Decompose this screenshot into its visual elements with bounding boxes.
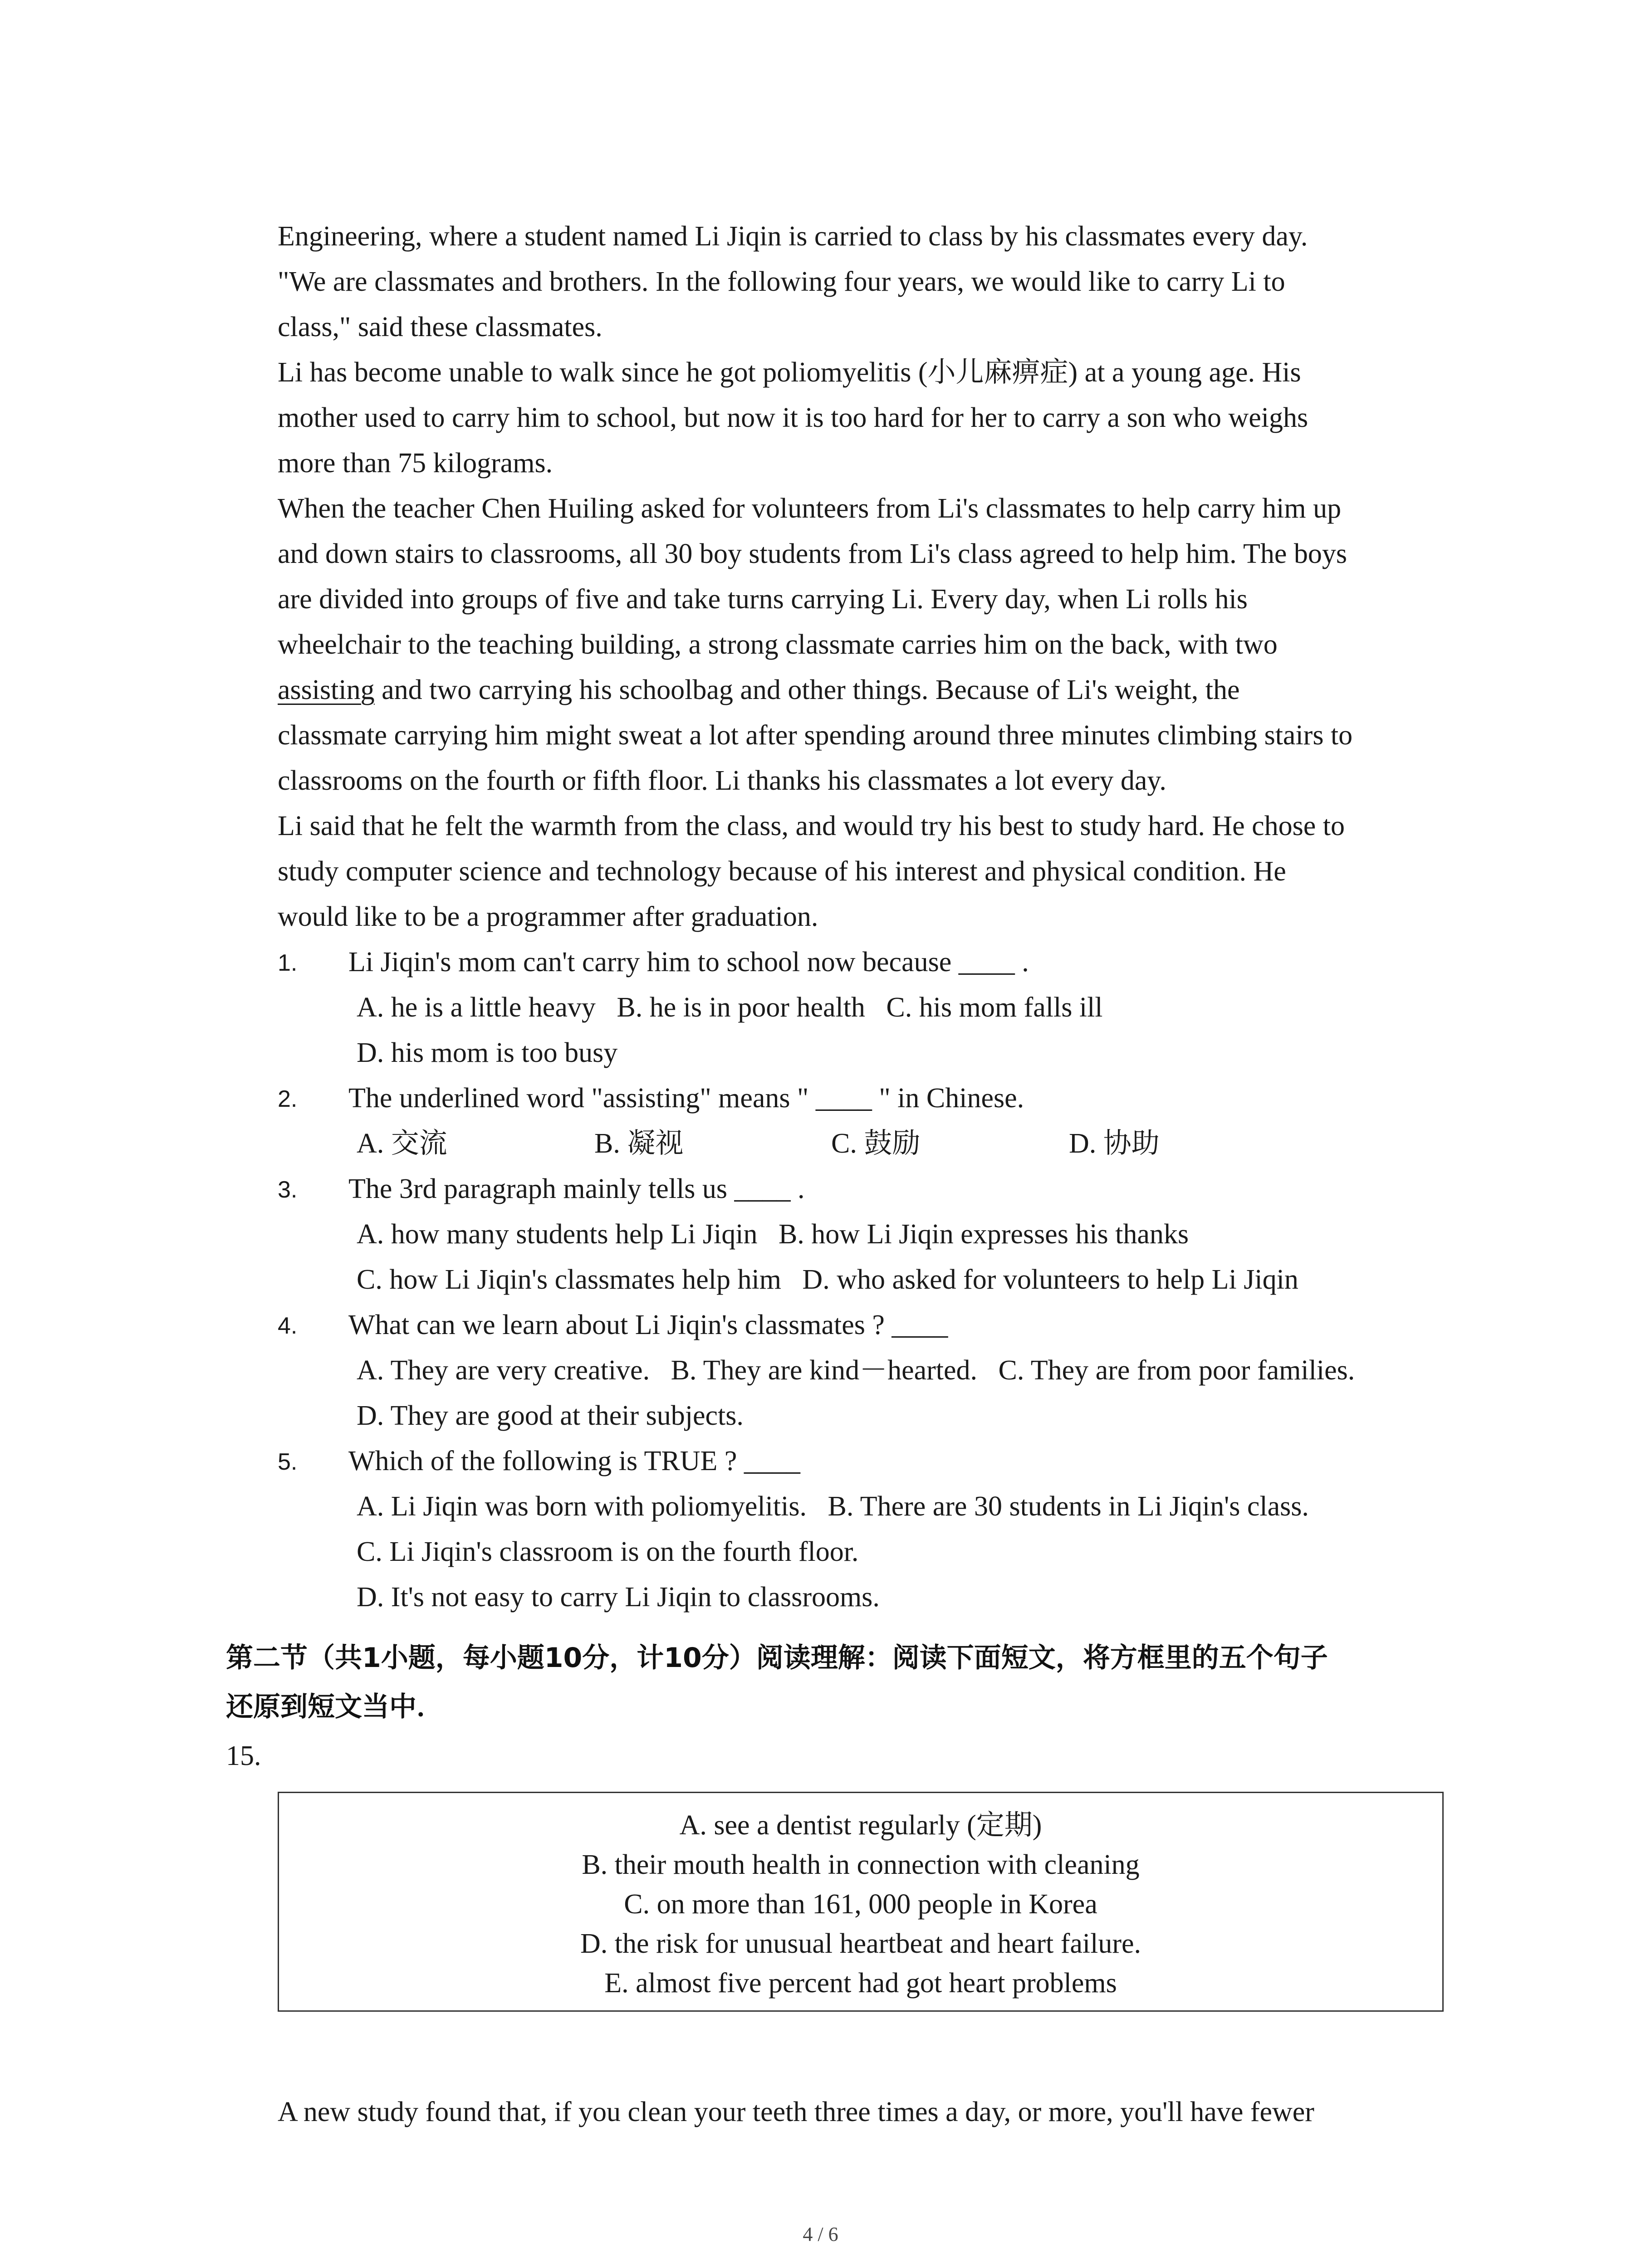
passage-line-rest: and two carrying his schoolbag and other things. Because of Li's weight, the [374, 675, 1240, 705]
passage-line: classrooms on the fourth or fifth floor. Li thanks his classmates a lot every day. [278, 765, 1166, 796]
question-stem: Which of the following is TRUE ? ____ [348, 1446, 800, 1476]
passage-line: Engineering, where a student named Li Jiqin is carried to class by his classmates every day. [278, 221, 1308, 252]
options-box [278, 1792, 1444, 2012]
passage-line: more than 75 kilograms. [278, 448, 553, 479]
question-options: D. They are good at their subjects. [357, 1400, 744, 1431]
question-options: D. his mom is too busy [357, 1037, 618, 1068]
passage-line: Li said that he felt the warmth from the class, and would try his best to study hard. He chose to [278, 811, 1345, 841]
option-b: B. 凝视 [594, 1128, 684, 1159]
question-options: A. he is a little heavy B. he is in poor health C. his mom falls ill [357, 992, 1103, 1023]
option-a: A. 交流 [357, 1128, 447, 1159]
item-number: 15. [226, 1740, 261, 1771]
passage-line: "We are classmates and brothers. In the following four years, we would like to carry Li to [278, 266, 1285, 297]
box-option: B. their mouth health in connection with cleaning [582, 1849, 1140, 1880]
passage-line: study computer science and technology because of his interest and physical condition. He [278, 856, 1286, 887]
question-number: 3. [278, 1177, 298, 1203]
question-number: 4. [278, 1313, 298, 1339]
question-stem: Li Jiqin's mom can't carry him to school now because ____ . [348, 947, 1029, 978]
question-stem: The underlined word "assisting" means " ____ " in Chinese. [348, 1083, 1024, 1114]
question-options: A. They are very creative. B. They are kind－hearted. C. They are from poor families. [357, 1355, 1355, 1386]
question-options: A. how many students help Li Jiqin B. how Li Jiqin expresses his thanks [357, 1219, 1189, 1250]
passage-line: are divided into groups of five and take turns carrying Li. Every day, when Li rolls his [278, 584, 1248, 615]
passage-line: When the teacher Chen Huiling asked for volunteers from Li's classmates to help carry him up [278, 493, 1342, 524]
section-heading: 第二节（共1小题，每小题10分，计10分）阅读理解：阅读下面短文，将方框里的五个句子 [226, 1642, 1328, 1674]
passage-line: and down stairs to classrooms, all 30 boy students from Li's class agreed to help him. The boys [278, 538, 1347, 569]
box-option: E. almost five percent had got heart problems [604, 1968, 1117, 1999]
option-d: D. 协助 [1069, 1128, 1160, 1159]
question-options: D. It's not easy to carry Li Jiqin to classrooms. [357, 1582, 880, 1613]
question-options: C. Li Jiqin's classroom is on the fourth floor. [357, 1536, 859, 1567]
passage-line [278, 676, 1240, 704]
passage-line: would like to be a programmer after graduation. [278, 901, 818, 932]
underlined-word: assisting [278, 675, 375, 705]
passage-line: classmate carrying him might sweat a lot after spending around three minutes climbing stairs to [278, 720, 1353, 751]
passage-line: A new study found that, if you clean your teeth three times a day, or more, you'll have fewer [278, 2097, 1314, 2127]
question-stem: What can we learn about Li Jiqin's classmates ? ____ [348, 1310, 948, 1340]
page-number: 4 / 6 [803, 2223, 838, 2245]
passage-line: mother used to carry him to school, but now it is too hard for her to carry a son who weighs [278, 402, 1308, 433]
box-option: C. on more than 161, 000 people in Korea [624, 1889, 1097, 1920]
box-option: D. the risk for unusual heartbeat and heart failure. [580, 1928, 1141, 1959]
passage-line: wheelchair to the teaching building, a strong classmate carries him on the back, with two [278, 629, 1278, 660]
question-options: C. how Li Jiqin's classmates help him D. who asked for volunteers to help Li Jiqin [357, 1264, 1298, 1295]
passage-line: class," said these classmates. [278, 312, 603, 342]
section-heading: 还原到短文当中． [226, 1691, 444, 1723]
question-number: 1. [278, 950, 298, 976]
box-option: A. see a dentist regularly (定期) [679, 1810, 1042, 1841]
passage-line: Li has become unable to walk since he got poliomyelitis (小儿麻痹症) at a young age. His [278, 357, 1301, 388]
question-stem: The 3rd paragraph mainly tells us ____ . [348, 1173, 805, 1204]
question-number: 2. [278, 1086, 298, 1112]
question-number: 5. [278, 1449, 298, 1475]
option-c: C. 鼓励 [831, 1128, 921, 1159]
question-options: A. Li Jiqin was born with poliomyelitis. B. There are 30 students in Li Jiqin's class. [357, 1491, 1309, 1522]
